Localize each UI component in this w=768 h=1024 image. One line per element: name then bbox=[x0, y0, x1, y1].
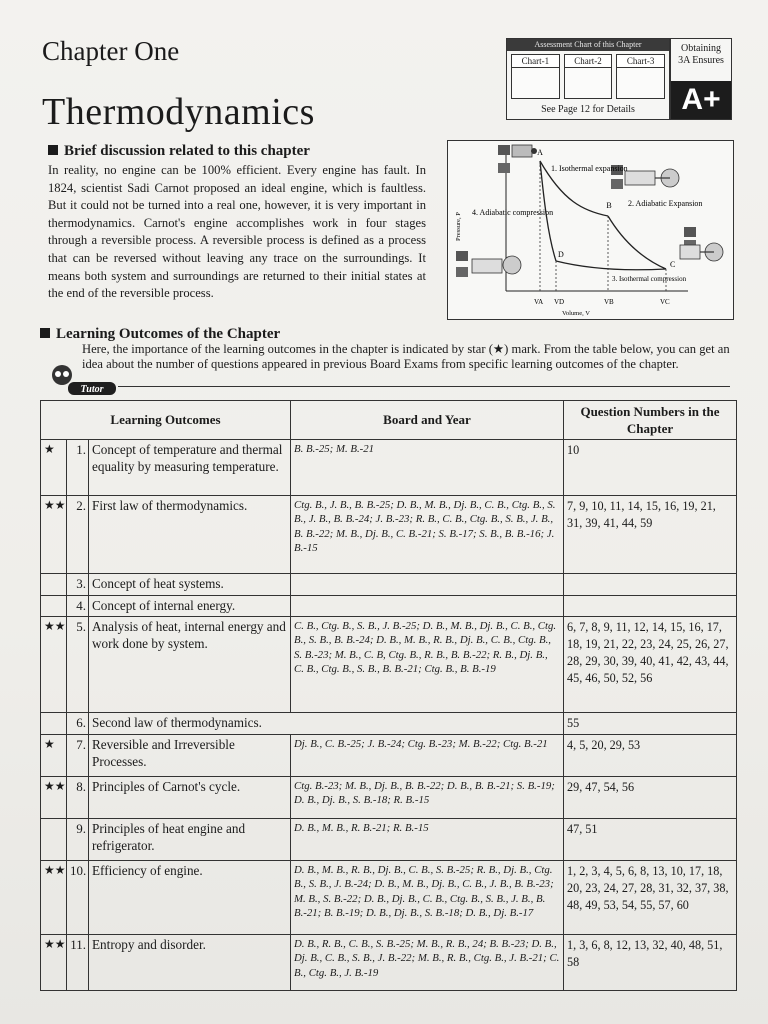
outcomes-heading-text: Learning Outcomes of the Chapter bbox=[56, 326, 281, 342]
assessment-tab-chart-3: Chart-3 bbox=[616, 54, 665, 68]
x-axis-label: Volume, V bbox=[562, 310, 590, 317]
grade-badge bbox=[670, 38, 732, 120]
outcome-number-cell: 2. bbox=[67, 496, 89, 574]
importance-star-cell bbox=[41, 574, 67, 596]
header-board-and-year: Board and Year bbox=[291, 401, 564, 440]
importance-star-cell: ★★ bbox=[41, 861, 67, 935]
carnot-cycle-diagram bbox=[447, 140, 734, 320]
outcomes-paragraph: Here, the importance of the learning outcomes in the chapter is indicated by star (★) mark. From the table below, you can get an idea about the number of questions appeared in previous Board Exams from specific learning outcomes of the chapter. bbox=[82, 342, 730, 371]
question-numbers-cell: 7, 9, 10, 11, 14, 15, 16, 19, 21, 31, 39, 41, 44, 59 bbox=[564, 496, 737, 574]
table-row bbox=[41, 819, 737, 861]
chapter-label: Chapter One bbox=[42, 36, 180, 66]
header-learning-outcomes: Learning Outcomes bbox=[41, 401, 291, 440]
table-row bbox=[41, 595, 737, 617]
grade-badge-line-1: Obtaining bbox=[681, 43, 721, 54]
question-numbers-cell: 4, 5, 20, 29, 53 bbox=[564, 735, 737, 777]
outcome-number-cell: 5. bbox=[67, 617, 89, 713]
isothermal-expansion-label: 1. Isothermal expansion bbox=[551, 164, 628, 173]
board-and-year-cell: C. B., Ctg. B., S. B., J. B.-25; D. B., M. B., Dj. B., C. B., Ctg. B., S. B., B. B.-24; D. B., M. B., R. B., Dj. B., C. B., Ctg. B., S. B.-23; M. B., C. B, Ctg. B., R. B., B. B.-22; R. B., Dj. B., C. B., Ctg. B., S. B., B. B.-21; Ctg. B., B. B.-19 bbox=[291, 617, 564, 713]
learning-outcome-cell: Principles of Carnot's cycle. bbox=[89, 777, 291, 819]
piston-cylinder-icon bbox=[625, 171, 655, 185]
outcome-number-cell: 1. bbox=[67, 440, 89, 496]
outcome-number-cell: 8. bbox=[67, 777, 89, 819]
outcomes-heading bbox=[40, 326, 280, 343]
adiabatic-expansion-curve bbox=[608, 216, 666, 269]
importance-star-cell: ★★ bbox=[41, 935, 67, 991]
assessment-footnote: See Page 12 for Details bbox=[541, 104, 635, 115]
board-and-year-cell bbox=[291, 574, 564, 596]
vb-label: VB bbox=[604, 298, 614, 306]
question-numbers-cell: 10 bbox=[564, 440, 737, 496]
learning-outcome-cell: Principles of heat engine and refrigerator. bbox=[89, 819, 291, 861]
board-and-year-cell: B. B.-25; M. B.-21 bbox=[291, 440, 564, 496]
assessment-cell bbox=[511, 68, 560, 99]
carnot-cycle-svg bbox=[448, 141, 733, 319]
assessment-chart-title: Assessment Chart of this Chapter bbox=[507, 39, 669, 51]
assessment-tab-chart-2: Chart-2 bbox=[564, 54, 613, 68]
square-bullet-icon bbox=[40, 328, 50, 338]
board-and-year-cell: Ctg. B.-23; M. B., Dj. B., B. B.-22; D. B., B. B.-21; S. B.-19; D. B., Dj. B., S. B.-18; R. B.-15 bbox=[291, 777, 564, 819]
learning-outcome-cell: Concept of heat systems. bbox=[89, 574, 291, 596]
reservoir-t1-icon bbox=[456, 251, 468, 261]
flywheel-icon bbox=[503, 256, 521, 274]
va-label: VA bbox=[534, 298, 544, 306]
board-and-year-cell bbox=[291, 595, 564, 617]
reservoir-t1-icon bbox=[498, 145, 510, 155]
discussion-heading-text: Brief discussion related to this chapter bbox=[64, 143, 310, 159]
discussion-paragraph: In reality, no engine can be 100% efficient. Every engine has fault. In 1824, scientist Sadi Carnot proposed an ideal engine, which is faultless. But it could not be turned into a real one, however, it is very important in thermodynamics. Carnot's engine accomplishes work in four stages through a reversible process. A reversible process is defined as a process that can be reversed without leaving any trace on the surroundings. It means both system and surroundings are returned to their initial states at the end of the reversible process. bbox=[48, 163, 426, 301]
outcome-number-cell: 7. bbox=[67, 735, 89, 777]
table-row bbox=[41, 617, 737, 713]
table-row bbox=[41, 935, 737, 991]
outcome-number-cell: 6. bbox=[67, 713, 89, 735]
assessment-tab-chart-1: Chart-1 bbox=[511, 54, 560, 68]
grade-badge-line-2: 3A Ensures bbox=[678, 55, 724, 66]
y-axis-label: Pressure, P bbox=[455, 212, 462, 241]
divider bbox=[118, 386, 730, 387]
tutor-mascot-icon bbox=[40, 362, 118, 396]
question-numbers-cell bbox=[564, 574, 737, 596]
outcome-number-cell: 4. bbox=[67, 595, 89, 617]
point-a-label: A bbox=[537, 148, 543, 157]
board-and-year-cell: D. B., M. B., R. B.-21; R. B.-15 bbox=[291, 819, 564, 861]
piston-cylinder-icon bbox=[512, 145, 532, 157]
importance-star-cell: ★★ bbox=[41, 617, 67, 713]
table-row bbox=[41, 496, 737, 574]
piston-rod-icon bbox=[531, 148, 537, 154]
grade-badge-value: A+ bbox=[671, 81, 731, 119]
board-and-year-cell: Ctg. B., J. B., B. B.-25; D. B., M. B., Dj. B., C. B., Ctg. B., S. B., J. B., B. B.-24; J. B.-23; R. B., C. B., Ctg. B., S. B., J. B., B. B.-22; M. B., Dj. B., C. B.-21; S. B.-17; S. B., B. B.-16; J. B.-15 bbox=[291, 496, 564, 574]
table-row bbox=[41, 713, 737, 735]
point-b-label: B bbox=[606, 201, 612, 210]
board-and-year-cell: Dj. B., C. B.-25; J. B.-24; Ctg. B.-23; M. B.-22; Ctg. B.-21 bbox=[291, 735, 564, 777]
board-and-year-cell: D. B., M. B., R. B., Dj. B., C. B., S. B.-25; R. B., Dj. B., Ctg. B., S. B., J. B.-24; D. B., M. B., Dj. B., C. B., J. B., B. B.-23; M. B., S. B.-22; D. B., Dj. B., C. B., Ctg. B., S. B., J. B., B. B.-21; B. B.-19; D. B., Dj. B., S. B.-18; D. B., Dj. B.-17 bbox=[291, 861, 564, 935]
learning-outcome-cell: Entropy and disorder. bbox=[89, 935, 291, 991]
point-d-label: D bbox=[558, 250, 564, 259]
header-question-numbers: Question Numbers in the Chapter bbox=[564, 401, 737, 440]
importance-star-cell bbox=[41, 595, 67, 617]
piston-cylinder-icon bbox=[680, 245, 700, 259]
learning-outcome-cell: Concept of temperature and thermal equality by measuring temperature. bbox=[89, 440, 291, 496]
question-numbers-cell: 47, 51 bbox=[564, 819, 737, 861]
reservoir-t2-icon bbox=[498, 163, 510, 173]
table-row bbox=[41, 777, 737, 819]
importance-star-cell: ★ bbox=[41, 735, 67, 777]
table-row bbox=[41, 735, 737, 777]
importance-star-cell bbox=[41, 819, 67, 861]
adiabatic-expansion-label: 2. Adiabatic Expansion bbox=[628, 199, 703, 208]
chapter-title: Thermodynamics bbox=[42, 91, 315, 133]
learning-outcome-cell: Reversible and Irreversible Processes. bbox=[89, 735, 291, 777]
reservoir-t1-icon bbox=[684, 227, 696, 237]
importance-star-cell: ★★ bbox=[41, 496, 67, 574]
point-c-label: C bbox=[670, 260, 676, 269]
importance-star-cell: ★ bbox=[41, 440, 67, 496]
learning-outcomes-table bbox=[40, 400, 737, 991]
isothermal-compression-label: 3. Isothermal compression bbox=[612, 275, 687, 283]
learning-outcome-cell: Analysis of heat, internal energy and work done by system. bbox=[89, 617, 291, 713]
vd-label: VD bbox=[554, 298, 565, 306]
piston-cylinder-icon bbox=[472, 259, 502, 273]
outcome-number-cell: 3. bbox=[67, 574, 89, 596]
assessment-cell bbox=[564, 68, 613, 99]
outcome-number-cell: 10. bbox=[67, 861, 89, 935]
table-row bbox=[41, 440, 737, 496]
table-row bbox=[41, 861, 737, 935]
assessment-cell bbox=[616, 68, 665, 99]
learning-outcome-cell: Second law of thermodynamics. bbox=[89, 713, 564, 735]
importance-star-cell bbox=[41, 713, 67, 735]
learning-outcome-cell: Efficiency of engine. bbox=[89, 861, 291, 935]
outcome-number-cell: 11. bbox=[67, 935, 89, 991]
square-bullet-icon bbox=[48, 145, 58, 155]
discussion-heading bbox=[48, 143, 310, 160]
question-numbers-cell: 55 bbox=[564, 713, 737, 735]
importance-star-cell: ★★ bbox=[41, 777, 67, 819]
learning-outcome-cell: Concept of internal energy. bbox=[89, 595, 291, 617]
outcome-number-cell: 9. bbox=[67, 819, 89, 861]
reservoir-t2-icon bbox=[611, 179, 623, 189]
assessment-chart-box bbox=[506, 38, 670, 120]
isothermal-compression-curve bbox=[556, 261, 666, 270]
board-and-year-cell: D. B., R. B., C. B., S. B.-25; M. B., R. B., 24; B. B.-23; D. B., Dj. B., C. B., S. B., J. B.-22; M. B., R. B., Ctg. B., J. B.-21; C. B., Ctg. B., J. B.-19 bbox=[291, 935, 564, 991]
table-row bbox=[41, 574, 737, 596]
vc-label: VC bbox=[660, 298, 670, 306]
question-numbers-cell: 6, 7, 8, 9, 11, 12, 14, 15, 16, 17, 18, 19, 21, 22, 23, 24, 25, 26, 27, 28, 29, 30, 39, 40, 41, 42, 43, 44, 45, 46, 50, 52, 56 bbox=[564, 617, 737, 713]
question-numbers-cell: 1, 2, 3, 4, 5, 6, 8, 13, 10, 17, 18, 20, 23, 24, 27, 28, 31, 32, 37, 38, 48, 49, 53, 54, 55, 57, 60 bbox=[564, 861, 737, 935]
question-numbers-cell bbox=[564, 595, 737, 617]
learning-outcome-cell: First law of thermodynamics. bbox=[89, 496, 291, 574]
adiabatic-compression-label: 4. Adiabatic compression bbox=[472, 208, 554, 217]
question-numbers-cell: 29, 47, 54, 56 bbox=[564, 777, 737, 819]
question-numbers-cell: 1, 3, 6, 8, 12, 13, 32, 40, 48, 51, 58 bbox=[564, 935, 737, 991]
reservoir-t2-icon bbox=[456, 267, 468, 277]
tutor-badge-text: Tutor bbox=[80, 384, 104, 395]
